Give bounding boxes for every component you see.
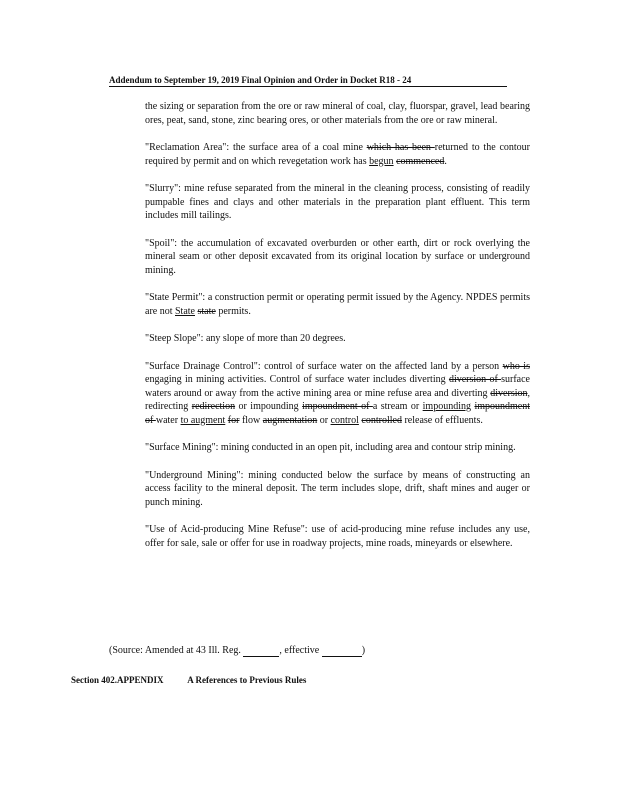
- definition-acid-producing: [145, 523, 530, 550]
- definition-surface-mining: [145, 441, 530, 455]
- inserted-text: State: [175, 305, 195, 317]
- inserted-text: begun: [369, 155, 394, 167]
- paragraph-text: or: [317, 414, 331, 426]
- definition-slurry: [145, 182, 530, 223]
- deleted-text: diversion: [490, 387, 528, 399]
- definition-reclamation-area: [145, 141, 530, 168]
- paragraph-text: surface waters around or away from the active mining area or mine refuse area and diverting: [145, 374, 530, 399]
- paragraph-text: "Use of Acid-producing Mine Refuse": use of acid-producing mine refuse includes any use, offer for sale, sale or offer for use in roadway projects, mine roads, mineyards or elsewhere.: [145, 524, 530, 549]
- paragraph-text: "Surface Mining": mining conducted in an open pit, including area and contour strip mining.: [145, 442, 516, 453]
- paragraph-text: "Underground Mining": mining conducted below the surface by means of constructing an access facility to the mineral deposit. The term includes slope, drift, shaft mines and auger or punch mining.: [145, 469, 530, 508]
- definition-spoil: [145, 237, 530, 278]
- definition-state-permit: [145, 291, 530, 318]
- deleted-text: controlled: [361, 414, 402, 426]
- deleted-text: who is: [502, 360, 530, 372]
- source-suffix: ): [361, 645, 366, 656]
- paragraph-text: , redirecting: [145, 387, 530, 412]
- deleted-text: augmentation: [262, 414, 318, 426]
- header-text: Addendum to September 19, 2019 Final Opinion and Order in Docket R18 - 24: [109, 75, 412, 85]
- section-number: Section 402.APPENDIX: [71, 675, 164, 685]
- paragraph-text: "State Permit": a construction permit or operating permit issued by the Agency. NPDES permits are not: [145, 292, 530, 317]
- inserted-text: impounding: [422, 401, 471, 412]
- paragraph-text: release of effluents.: [401, 414, 483, 426]
- deleted-text: impoundment of: [145, 401, 530, 426]
- paragraph-text: permits.: [215, 305, 251, 317]
- deleted-text: state: [197, 305, 216, 317]
- paragraph-text: "Surface Drainage Control": control of surface water on the affected land by a person: [145, 360, 503, 372]
- inserted-text: control: [330, 414, 359, 426]
- deleted-text: which has been: [366, 142, 435, 153]
- source-note: [109, 645, 365, 657]
- register-blank: [243, 645, 279, 657]
- paragraph-text: .: [444, 155, 447, 167]
- deleted-text: impoundment of: [302, 401, 373, 412]
- paragraph-text: "Reclamation Area": the surface area of a coal mine: [145, 142, 367, 153]
- page-header: [109, 75, 507, 87]
- definition-steep-slope: [145, 332, 530, 346]
- paragraph-text: "Slurry": mine refuse separated from the mineral in the cleaning process, consisting of readily pumpable fines and clays and other materials in the preparation plant effluent. This term includes mill tailings.: [145, 183, 530, 221]
- section-heading: [71, 675, 328, 685]
- deleted-text: commenced: [396, 155, 445, 167]
- paragraph-text: or impounding: [235, 401, 303, 412]
- paragraph-text: "Steep Slope": any slope of more than 20 degrees.: [145, 333, 346, 344]
- paragraph-text: flow: [239, 414, 263, 426]
- definition-surface-drainage: [145, 360, 530, 428]
- section-title: A References to Previous Rules: [187, 675, 307, 685]
- paragraph-text: water: [155, 414, 181, 426]
- definition-underground-mining: [145, 469, 530, 510]
- deleted-text: redirection: [191, 401, 236, 412]
- definition-sizing: [145, 100, 530, 127]
- paragraph-text: engaging in mining activities. Control of surface water includes diverting: [145, 374, 449, 385]
- inserted-text: to augment: [180, 414, 226, 426]
- source-middle: , effective: [279, 645, 320, 656]
- paragraph-text: the sizing or separation from the ore or raw mineral of coal, clay, fluorspar, gravel, lead bearing ores, peat, sand, stone, zinc bearing ores, or other materials from the ore or raw mineral.: [145, 101, 530, 126]
- paragraph-text: a stream or: [372, 401, 423, 412]
- effective-date-blank: [322, 645, 362, 657]
- paragraph-text: returned to the contour required by permit and on which revegetation work has: [145, 142, 530, 167]
- deleted-text: for: [227, 414, 240, 426]
- document-body: [145, 100, 530, 564]
- paragraph-text: "Spoil": the accumulation of excavated overburden or other earth, dirt or rock overlying the mineral seam or other deposit excavated from its original location by surface or underground mining.: [145, 237, 530, 276]
- source-prefix: (Source: Amended at 43 Ill. Reg.: [109, 645, 241, 656]
- deleted-text: diversion of: [448, 374, 502, 385]
